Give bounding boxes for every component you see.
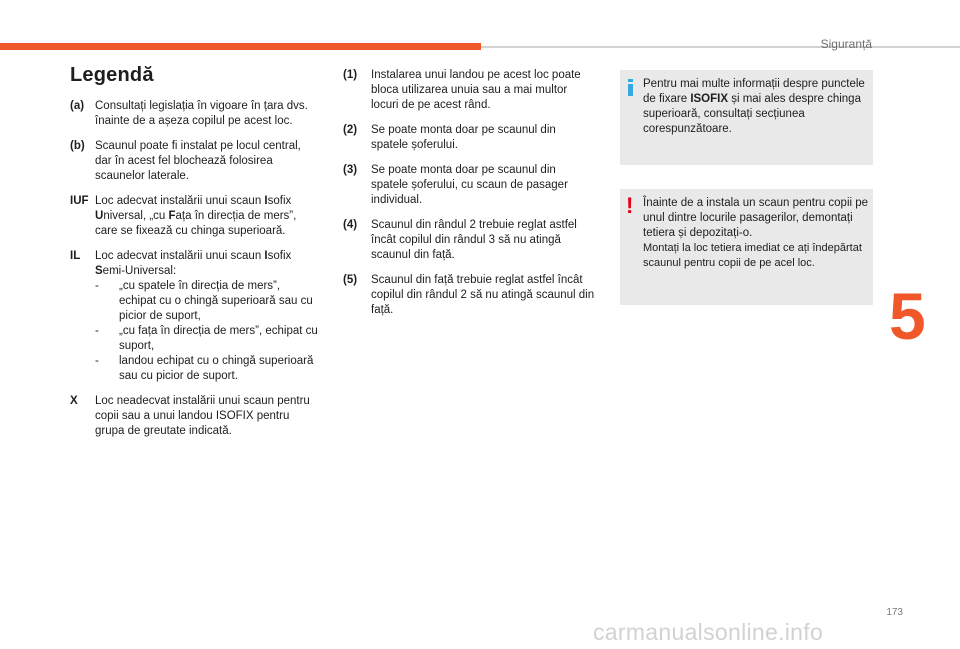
header-accent-bar <box>0 43 481 50</box>
page-heading: Legendă <box>70 64 154 86</box>
note-code: (1) <box>343 69 358 81</box>
note-entry <box>343 218 595 263</box>
watermark: carmanualsonline.info <box>593 619 824 645</box>
header-rule <box>481 46 960 48</box>
legend-entry-il <box>70 249 320 384</box>
text-run: sofix <box>267 195 292 207</box>
note-code: (4) <box>343 219 358 231</box>
legend-text: Scaunul poate fi instalat pe locul central, dar în acest fel blochează folosirea scaunelor laterale. <box>95 140 301 182</box>
text-run: și mai ales despre chinga superioară, consultați secțiunea corespunzătoare. <box>643 93 861 135</box>
legend-entry-iuf <box>70 194 320 239</box>
legend-text: Loc neadecvat instalării unui scaun pentru copii sau a unui landou ISOFIX pentru grupa de greutate indicată. <box>95 395 310 437</box>
note-text: Se poate monta doar pe scaunul din spatele șoferului. <box>371 124 556 151</box>
section-title: Siguranță <box>820 37 872 51</box>
legend-subitem: - „cu spatele în direcția de mers”, echipat cu o chingă superioară sau cu picior de suport, <box>95 279 320 324</box>
legend-text: Consultați legislația în vigoare în țara dvs. înainte de a așeza copilul pe acest loc. <box>95 100 308 127</box>
page-number: 173 <box>886 607 903 618</box>
note-text: Se poate monta doar pe scaunul din spatele șoferului, cu scaun de pasager individual. <box>371 164 568 206</box>
legend-entry-x <box>70 394 320 439</box>
text-run: emi-Universal: <box>102 265 177 277</box>
text-run: Pentru mai multe informații despre punctele de fixare <box>643 78 865 105</box>
warning-icon: ! <box>626 193 634 218</box>
legend-code: (b) <box>70 140 85 152</box>
text-run: Loc adecvat instalării unui scaun <box>95 250 265 262</box>
text-run: sofix <box>267 250 292 262</box>
note-text: Scaunul din rândul 2 trebuie reglat astfel încât copilul din rândul 3 să nu atingă scaunul din față. <box>371 219 577 261</box>
note-entry <box>343 163 595 208</box>
legend-subitem: - landou echipat cu o chingă superioară sau cu picior de suport. <box>95 354 320 384</box>
warning-line: Înainte de a instala un scaun pentru copii pe unul dintre locurile pasagerilor, demontați tetiera și depozitați-o. <box>643 197 869 239</box>
bold-run: F <box>168 210 176 222</box>
text-run: niversal, „cu <box>103 210 169 222</box>
chapter-number: 5 <box>889 279 926 353</box>
bold-run: ISOFIX <box>690 93 729 105</box>
legend-text <box>95 249 320 279</box>
bold-run: I <box>264 250 268 262</box>
info-icon-dot <box>628 79 633 82</box>
legend-code: IUF <box>70 195 89 207</box>
note-code: (5) <box>343 274 358 286</box>
warning-text <box>643 196 869 271</box>
bold-run: U <box>95 210 104 222</box>
legend-code: X <box>70 395 78 407</box>
text-run: Loc adecvat instalării unui scaun <box>95 195 265 207</box>
note-entry <box>343 123 595 153</box>
bold-run: S <box>95 265 103 277</box>
legend-list <box>70 99 320 449</box>
legend-code: IL <box>70 250 81 262</box>
note-text: Scaunul din față trebuie reglat astfel încât copilul din rândul 2 să nu atingă scaunul din față. <box>371 274 595 316</box>
notes-list <box>343 68 595 328</box>
legend-code: (a) <box>70 100 85 112</box>
note-entry <box>343 68 595 113</box>
info-icon <box>628 79 633 96</box>
text-run: ața în direcția de mers”, care se fixează cu chinga superioară. <box>95 210 297 237</box>
legend-text <box>95 194 320 239</box>
bold-run: I <box>264 195 268 207</box>
note-entry <box>343 273 595 318</box>
legend-entry-a <box>70 99 320 129</box>
info-box <box>620 70 873 165</box>
warning-box <box>620 189 873 305</box>
legend-subitem: - „cu fața în direcția de mers”, echipat cu suport, <box>95 324 320 354</box>
info-text <box>643 77 869 137</box>
legend-entry-b <box>70 139 320 184</box>
note-code: (2) <box>343 124 358 136</box>
warning-line: Montați la loc tetiera imediat ce ați îndepărtat scaunul pentru copii de pe acel loc. <box>643 242 862 269</box>
note-text: Instalarea unui landou pe acest loc poate bloca utilizarea unuia sau a mai multor locuri de pe acest rând. <box>371 69 581 111</box>
note-code: (3) <box>343 164 358 176</box>
info-icon-stem <box>628 84 633 96</box>
